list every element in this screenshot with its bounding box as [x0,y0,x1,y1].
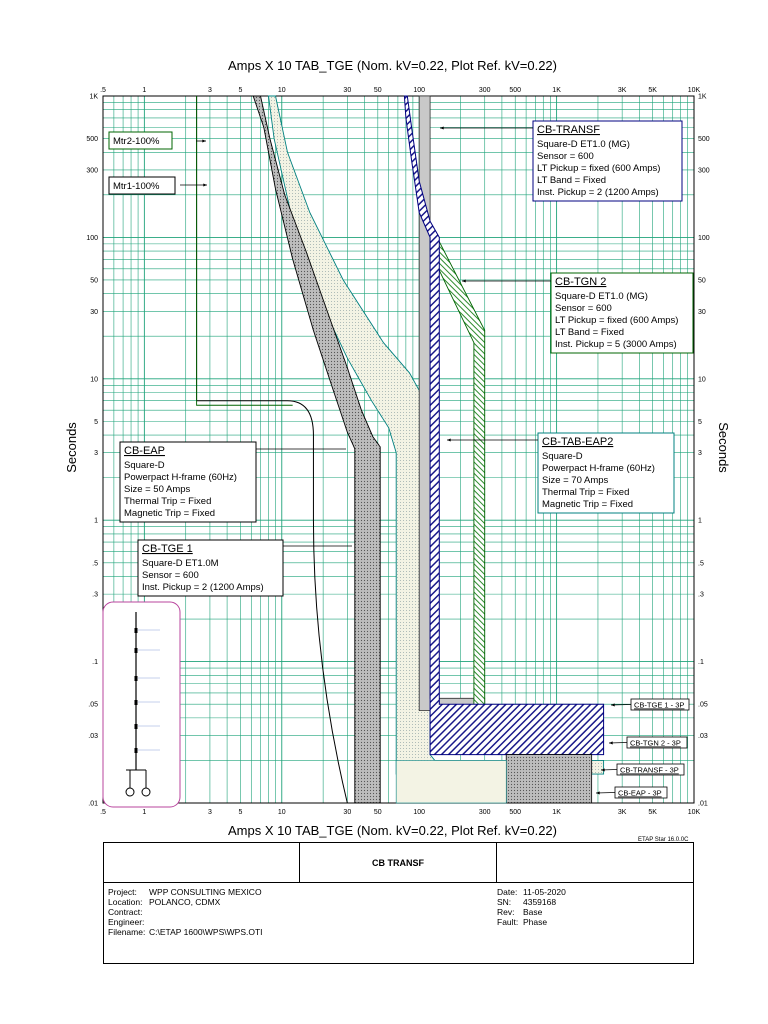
sld-motor-icon [126,788,134,796]
y-tick-label-right: 5 [698,418,702,426]
x-tick-label-bottom: 10 [277,809,286,816]
x-tick-label-bottom: 5 [238,809,243,816]
tb-row: Rev: Base [497,907,543,917]
x-tick-label-top: 3K [617,87,627,94]
x-tick-label-bottom: 10K [687,809,701,816]
y-tick-label-right: 500 [698,136,710,144]
y-tick-label-left: .01 [88,800,98,808]
title-block-project-info [108,887,263,937]
x-tick-label-top: 500 [509,87,522,94]
x-tick-label-top: 3 [207,87,212,94]
callout-line: LT Band = Fixed [555,327,625,338]
callout-line: Square-D ET1.0M [142,558,219,569]
y-axis-label-left: Seconds [63,422,79,473]
callout-line: Square-D [124,460,165,471]
x-tick-label-top: 1K [552,87,561,94]
callout-line: Sensor = 600 [537,151,594,162]
y-tick-label-right: 100 [698,234,710,242]
callout-line: Size = 70 Amps [542,475,609,486]
tb-row: Engineer: [108,917,145,927]
tb-row: Date: 11-05-2020 [497,887,566,897]
y-tick-label-left: 10 [90,376,98,384]
tag-tag-eap-text: CB-EAP - 3P [618,788,662,798]
x-tick-label-bottom: 5K [648,809,657,816]
callout-title: CB-TGN 2 [555,276,607,288]
y-tick-label-right: .3 [698,591,704,599]
callout-line: Thermal Trip = Fixed [542,487,630,498]
title-block-study-info [497,887,566,927]
y-tick-label-right: 10 [698,376,706,384]
callout-line: Powerpact H-frame (60Hz) [542,463,655,474]
y-tick-label-left: .05 [88,701,98,709]
x-tick-label-bottom: 50 [373,809,382,816]
x-tick-label-bottom: 30 [343,809,352,816]
x-tick-label-top: 50 [373,87,382,94]
x-tick-label-top: 30 [343,87,352,94]
callout-line: LT Pickup = fixed (600 Amps) [555,315,679,326]
y-tick-label-right: .01 [698,800,708,808]
y-tick-label-left: .03 [88,733,98,741]
x-tick-label-bottom: 100 [413,809,426,816]
y-tick-label-left: .5 [92,560,98,568]
x-tick-label-bottom: 1K [552,809,561,816]
y-tick-label-right: 3 [698,450,702,458]
x-tick-label-top: 300 [478,87,491,94]
callout-line: Inst. Pickup = 2 (1200 Amps) [142,582,264,593]
tag-mtr1-text: Mtr1-100% [113,181,160,192]
y-tick-label-left: 100 [86,234,98,242]
y-tick-label-right: 30 [698,308,706,316]
y-tick-label-right: 300 [698,167,710,175]
tag-tag-tge1-text: CB-TGE 1 - 3P [634,700,685,710]
software-version: ETAP Star 16.0.0C [638,837,689,843]
y-tick-label-right: 1K [698,93,707,101]
callout-line: Thermal Trip = Fixed [124,496,212,507]
tag-tag-tgn2-text: CB-TGN 2 - 3P [630,738,681,748]
callout-line: Magnetic Trip = Fixed [542,499,634,510]
callout-line: Inst. Pickup = 5 (3000 Amps) [555,339,677,350]
tb-row: Fault: Phase [497,917,548,927]
tb-row: SN: 4359168 [497,897,557,907]
y-tick-label-right: 1 [698,517,702,525]
sld-breaker [135,676,138,681]
title-block [103,842,694,964]
y-tick-label-left: .1 [92,659,98,667]
chart-title-top: Amps X 10 TAB_TGE (Nom. kV=0.22, Plot Ref. kV=0.22) [228,58,557,73]
callout-line: Magnetic Trip = Fixed [124,508,216,519]
tag-mtr2-text: Mtr2-100% [113,136,160,147]
x-tick-label-top: 1 [142,87,147,94]
callout-line: LT Band = Fixed [537,175,607,186]
tb-row: Project: WPP CONSULTING MEXICO [108,887,262,897]
title-block-logo-cell [104,843,300,883]
tb-row: Filename: C:\ETAP 1600\WPS\WPS.OTI [108,927,263,937]
tag-tag-transf-text: CB-TRANSF - 3P [620,765,679,775]
callout-title: CB-TRANSF [537,124,600,136]
tb-row: Contract: [108,907,143,917]
y-tick-label-right: .1 [698,659,704,667]
callout-line: Square-D [542,451,583,462]
curve-cb-tge1-inst [396,760,506,803]
callout-line: LT Pickup = fixed (600 Amps) [537,163,661,174]
callout-line: Square-D ET1.0 (MG) [555,291,648,302]
y-tick-label-right: .05 [698,701,708,709]
sld-breaker [135,648,138,653]
callout-line: Sensor = 600 [555,303,612,314]
x-tick-label-top: 10 [277,87,286,94]
y-axis-label-right: Seconds [715,422,731,473]
callout-title: CB-EAP [124,445,165,457]
sld-motor-icon [142,788,150,796]
title-block-right-cell [496,843,693,883]
callout-line: Square-D ET1.0 (MG) [537,139,630,150]
x-tick-label-bottom: 500 [509,809,522,816]
y-tick-label-right: 50 [698,277,706,285]
y-tick-label-left: 500 [86,136,98,144]
callout-line: Inst. Pickup = 2 (1200 Amps) [537,187,659,198]
x-tick-label-top: 5K [648,87,657,94]
y-tick-label-left: .3 [92,591,98,599]
x-tick-label-top: 100 [413,87,426,94]
sld-frame [103,602,180,807]
y-tick-label-left: 30 [90,308,98,316]
curve-cb-eap-inst [506,755,591,803]
y-tick-label-right: .5 [698,560,704,568]
x-tick-label-bottom: 1 [142,809,147,816]
title-block-heading: CB TRANSF [300,843,496,883]
y-tick-label-left: 1 [94,517,98,525]
y-tick-label-left: 1K [89,93,98,101]
sld-breaker [135,748,138,753]
callout-line: Powerpact H-frame (60Hz) [124,472,237,483]
x-tick-label-bottom: 3K [617,809,627,816]
y-tick-label-left: 300 [86,167,98,175]
x-tick-label-bottom: .5 [100,809,106,816]
tb-row: Location: POLANCO, CDMX [108,897,221,907]
callout-line: Sensor = 600 [142,570,199,581]
chart-title-bottom: Amps X 10 TAB_TGE (Nom. kV=0.22, Plot Ref. kV=0.22) [228,823,557,838]
sld-breaker [135,700,138,705]
x-tick-label-bottom: 3 [207,809,212,816]
one-line-diagram-thumbnail [103,602,180,807]
y-tick-label-right: .03 [698,733,708,741]
sld-breaker [135,724,138,729]
y-tick-label-left: 5 [94,418,98,426]
x-tick-label-top: .5 [100,87,106,94]
callout-title: CB-TGE 1 [142,543,193,555]
x-tick-label-top: 5 [238,87,243,94]
x-tick-label-top: 10K [687,87,701,94]
x-tick-label-bottom: 300 [478,809,491,816]
y-tick-label-left: 3 [94,450,98,458]
callout-title: CB-TAB-EAP2 [542,436,614,448]
y-tick-label-left: 50 [90,277,98,285]
callout-line: Size = 50 Amps [124,484,191,495]
sld-breaker [135,628,138,633]
